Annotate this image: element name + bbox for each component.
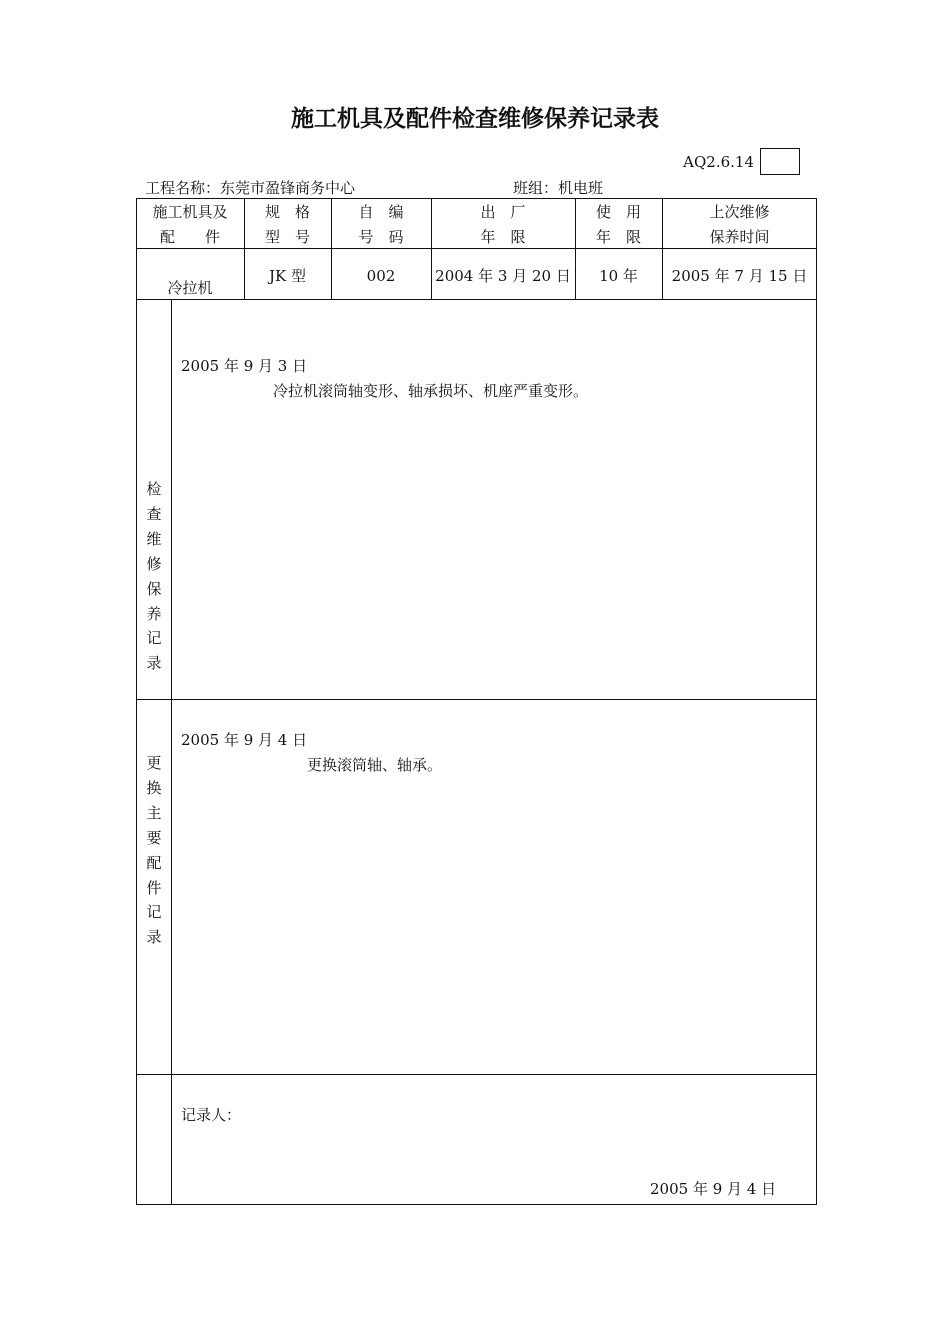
row-factory: 2004 年 3 月 20 日 <box>435 267 571 285</box>
project-name: 工程名称：东莞市盈锋商务中心 <box>145 179 356 197</box>
rule-inspection-bottom <box>136 699 817 700</box>
team-name: 班组：机电班 <box>513 179 604 197</box>
header-serial: 自 编 号 码 <box>358 203 404 246</box>
rule-replacement-bottom <box>136 1074 817 1075</box>
form-code-area <box>600 148 800 174</box>
inspection-label: 检 查 维 修 保 养 记 录 <box>146 480 162 673</box>
header-last-maint: 上次维修 保养时间 <box>709 203 770 246</box>
row-usage: 10 年 <box>599 267 638 285</box>
header-spec: 规 格 型 号 <box>264 203 310 246</box>
recorder-label: 记录人： <box>181 1106 242 1124</box>
replacement-label: 更 换 主 要 配 件 记 录 <box>146 754 162 947</box>
row-spec: JK 型 <box>269 267 306 285</box>
inspection-text: 冷拉机滚筒轴变形、轴承损坏、机座严重变形。 <box>273 382 589 400</box>
replacement-date: 2005 年 9 月 4 日 <box>181 731 308 749</box>
row-last-maint: 2005 年 7 月 15 日 <box>671 267 808 285</box>
row-tool: 冷拉机 <box>167 279 213 297</box>
form-code-box <box>760 148 800 175</box>
row-serial: 002 <box>366 267 396 285</box>
record-table <box>136 198 817 1205</box>
form-code: AQ2.6.14 <box>683 153 754 171</box>
header-usage: 使 用 年 限 <box>595 203 641 246</box>
replacement-text: 更换滚筒轴、轴承。 <box>307 756 443 774</box>
recorder-date: 2005 年 9 月 4 日 <box>650 1180 777 1198</box>
page-title: 施工机具及配件检查维修保养记录表 <box>291 105 659 132</box>
header-tool: 施工机具及 配 件 <box>152 203 228 246</box>
header-factory: 出 厂 年 限 <box>480 203 526 246</box>
inspection-date: 2005 年 9 月 3 日 <box>181 357 308 375</box>
